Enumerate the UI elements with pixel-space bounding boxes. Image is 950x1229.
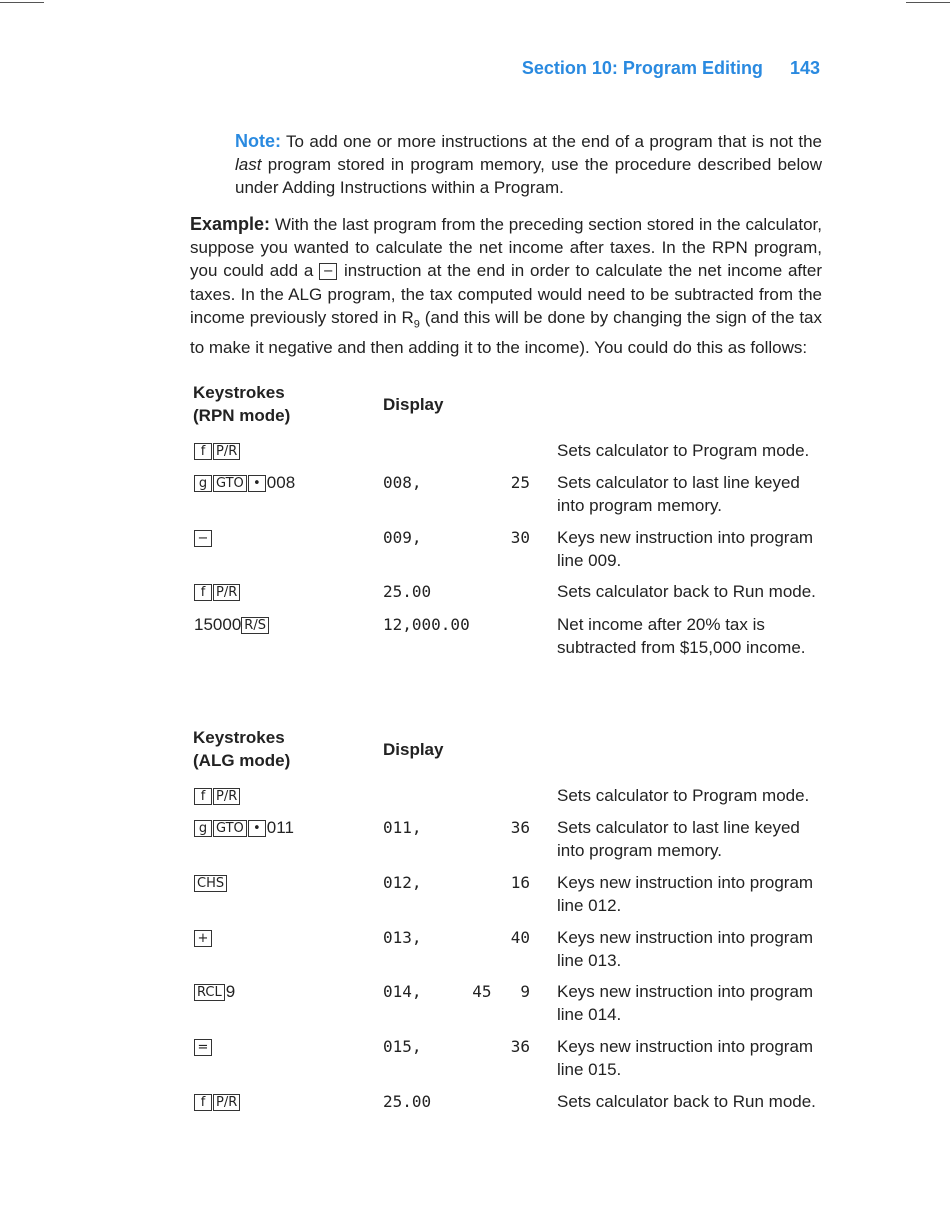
keystrokes-cell: [194, 613, 270, 636]
display-line-number: 25.00: [383, 1092, 432, 1111]
description-cell: Keys new instruction into program line 012.: [557, 873, 814, 915]
display-keycode: 40: [510, 928, 530, 947]
example-text-c: (and this will be done by changing the sign of the tax to make it negative and then adding it to the income). You could do this as follows:: [190, 307, 822, 358]
description-cell: Sets calculator to Program mode.: [557, 786, 810, 805]
rpn-keystrokes-label: Keystrokes: [193, 383, 285, 402]
alg-mode-label: (ALG mode): [193, 751, 291, 770]
keystrokes-cell: [194, 526, 213, 549]
description-cell: Sets calculator to last line keyed into program memory.: [557, 818, 800, 860]
display-line-number: 015,: [383, 1037, 422, 1056]
description-cell: Sets calculator to Program mode.: [557, 441, 810, 460]
calculator-key: −: [194, 530, 212, 547]
calculator-key: f: [194, 788, 212, 805]
display-keycode: 30: [510, 528, 530, 547]
minus-key: −: [319, 263, 337, 280]
calculator-key: g: [194, 475, 212, 492]
calculator-key: P/R: [213, 788, 240, 805]
note-paragraph: [235, 130, 822, 200]
page-header: [522, 58, 820, 79]
calculator-key: f: [194, 584, 212, 601]
section-title: Section 10: Program Editing: [521, 58, 763, 78]
note-emphasis: last: [235, 155, 262, 175]
crop-mark-right: [906, 0, 950, 3]
display-line-number: 009,: [383, 528, 422, 547]
example-label: Example:: [190, 214, 271, 234]
example-text-a: With the last program from the preceding section stored in the calculator, suppose you wanted to calculate the net income after taxes. In the RPN program, you could add a: [190, 215, 822, 281]
example-paragraph: [190, 213, 822, 360]
calculator-key: f: [194, 1094, 212, 1111]
keystrokes-cell: [194, 471, 295, 494]
calculator-key: R/S: [241, 617, 269, 634]
display-line-number: 008,: [383, 473, 422, 492]
crop-mark-left: [0, 0, 44, 3]
display-keycode: 25: [510, 473, 530, 492]
keystroke-suffix: 008: [266, 473, 296, 492]
calculator-key: =: [194, 1039, 212, 1056]
keystrokes-cell: [194, 871, 228, 894]
display-line-number: 011,: [383, 818, 422, 837]
keystrokes-cell: [194, 1090, 241, 1113]
calculator-key: RCL: [194, 984, 225, 1001]
rpn-mode-label: (RPN mode): [193, 406, 291, 425]
alg-keystrokes-label: Keystrokes: [193, 728, 285, 747]
calculator-key: CHS: [194, 875, 227, 892]
keystroke-suffix: 9: [225, 982, 236, 1001]
note-label: Note:: [235, 131, 281, 151]
description-cell: Keys new instruction into program line 014.: [557, 982, 814, 1024]
calculator-key: •: [248, 475, 266, 492]
register-subscript: 9: [413, 318, 420, 331]
display-line-number: 012,: [383, 873, 422, 892]
note-text-b: program stored in program memory, use the procedure described below under Adding Instructions within a Program.: [235, 155, 822, 198]
display-line-number: 013,: [383, 928, 422, 947]
keystroke-prefix: 15000: [194, 615, 242, 634]
display-line-number: 12,000.00: [383, 615, 470, 634]
keystrokes-cell: [194, 926, 213, 949]
alg-display-header: Display: [383, 740, 444, 759]
description-cell: Sets calculator back to Run mode.: [557, 1092, 816, 1111]
rpn-display-header: Display: [383, 395, 444, 414]
calculator-key: +: [194, 930, 212, 947]
display-line-number: 014,: [383, 982, 422, 1001]
keystrokes-cell: [194, 580, 241, 603]
page-number: 143: [789, 58, 820, 78]
calculator-key: GTO: [213, 475, 247, 492]
description-cell: Keys new instruction into program line 009.: [557, 528, 814, 570]
calculator-key: g: [194, 820, 212, 837]
description-cell: Sets calculator back to Run mode.: [557, 582, 816, 601]
description-cell: Keys new instruction into program line 013.: [557, 928, 814, 970]
display-keycode: 36: [510, 1037, 530, 1056]
display-keycode: 16: [510, 873, 530, 892]
description-cell: Net income after 20% tax is subtracted from $15,000 income.: [557, 615, 806, 657]
alg-keystrokes-header: [193, 726, 290, 772]
keystroke-suffix: 011: [266, 818, 294, 837]
rpn-keystrokes-header: [193, 381, 290, 427]
calculator-key: P/R: [213, 584, 240, 601]
calculator-key: •: [248, 820, 266, 837]
example-text-b: instruction at the end in order to calculate the net income after taxes. In the ALG program, the tax computed would need to be subtracted from the income previously stored in R: [190, 261, 822, 327]
description-cell: Sets calculator to last line keyed into program memory.: [557, 473, 800, 515]
keystrokes-cell: [194, 980, 235, 1003]
keystrokes-cell: [194, 1035, 213, 1058]
keystrokes-cell: [194, 784, 241, 807]
calculator-key: f: [194, 443, 212, 460]
calculator-key: P/R: [213, 1094, 240, 1111]
note-text-a: To add one or more instructions at the end of a program that is not the: [281, 132, 822, 151]
calculator-key: P/R: [213, 443, 240, 460]
display-keycode: 36: [510, 818, 530, 837]
description-cell: Keys new instruction into program line 015.: [557, 1037, 814, 1079]
calculator-key: GTO: [213, 820, 247, 837]
keystrokes-cell: [194, 816, 294, 839]
display-keycode: 45 9: [472, 982, 530, 1001]
display-line-number: 25.00: [383, 582, 432, 601]
keystrokes-cell: [194, 439, 241, 462]
